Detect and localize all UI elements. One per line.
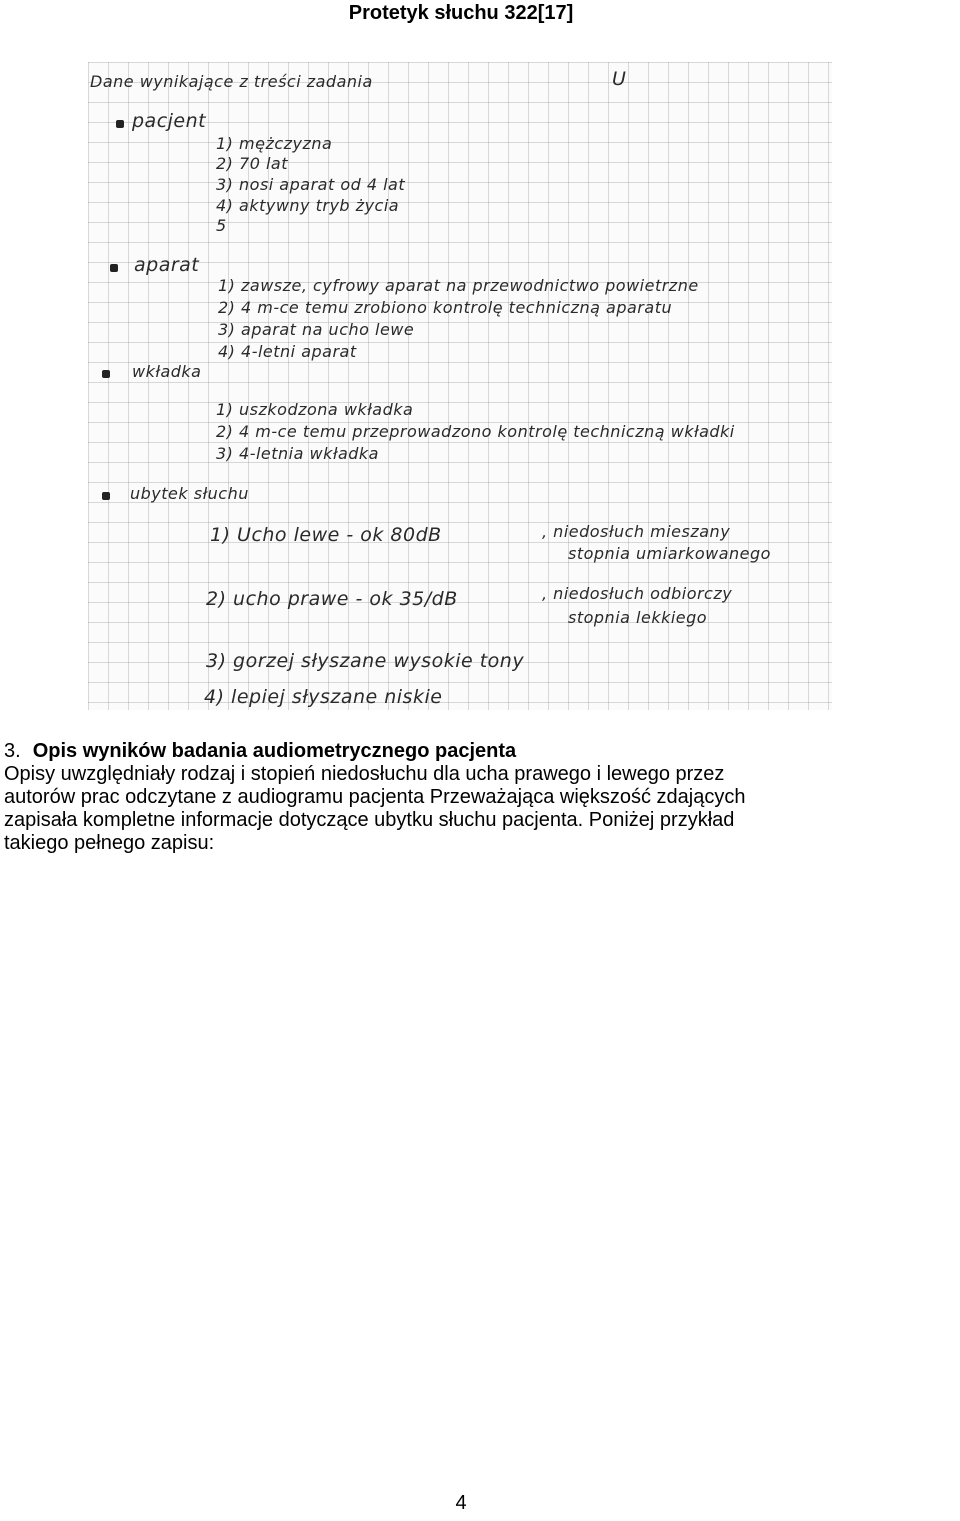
bullet-icon <box>102 492 110 500</box>
handwritten-notes-scan <box>88 62 832 710</box>
notes-mark: U <box>612 68 627 90</box>
device-item: 1) zawsze, cyfrowy aparat na przewodnictwo powietrzne <box>218 276 699 295</box>
page-number: 4 <box>455 1492 467 1514</box>
device-item: 4) 4-letni aparat <box>218 342 357 361</box>
hearing-loss-item: 2) ucho prawe - ok 35/dB <box>206 588 458 610</box>
earmold-item: 2) 4 m-ce temu przeprowadzono kontrolę techniczną wkładki <box>216 422 735 441</box>
earmold-item: 1) uszkodzona wkładka <box>216 400 414 419</box>
hearing-loss-label: ubytek słuchu <box>130 484 249 503</box>
hearing-loss-item-detail: , niedosłuch odbiorczy <box>542 584 733 603</box>
section-audiometry <box>4 740 956 855</box>
patient-item: 4) aktywny tryb życia <box>216 196 400 215</box>
section-title <box>4 740 956 763</box>
section-title-text: Opis wyników badania audiometrycznego pacjenta <box>32 740 517 762</box>
patient-item: 3) nosi aparat od 4 lat <box>216 175 406 194</box>
bullet-icon <box>116 120 124 128</box>
paragraph-line: zapisała kompletne informacje dotyczące ubytku słuchu pacjenta. Poniżej przykład <box>4 809 735 831</box>
paragraph-line: takiego pełnego zapisu: <box>4 832 215 854</box>
section-number: 3. <box>4 740 21 762</box>
page-header-title: Protetyk słuchu 322[17] <box>348 2 574 24</box>
paragraph-line: autorów prac odczytane z audiogramu pacjenta Przeważająca większość zdających <box>4 786 746 808</box>
earmold-item: 3) 4-letnia wkładka <box>216 444 379 463</box>
hearing-loss-item: 3) gorzej słyszane wysokie tony <box>206 650 525 672</box>
bullet-icon <box>110 264 118 272</box>
hearing-loss-item: 1) Ucho lewe - ok 80dB <box>210 524 442 546</box>
device-item: 3) aparat na ucho lewe <box>218 320 415 339</box>
paragraph-line: Opisy uwzględniały rodzaj i stopień niedosłuchu dla ucha prawego i lewego przez <box>4 763 725 785</box>
device-item: 2) 4 m-ce temu zrobiono kontrolę techniczną aparatu <box>218 298 673 317</box>
patient-item: 1) mężczyzna <box>216 134 333 153</box>
bullet-icon <box>102 370 110 378</box>
patient-item: 5 <box>216 216 227 235</box>
patient-item: 2) 70 lat <box>216 154 288 173</box>
hearing-loss-item-detail: stopnia lekkiego <box>568 608 708 627</box>
notes-heading: Dane wynikające z treści zadania <box>90 72 373 91</box>
hearing-loss-item-detail: stopnia umiarkowanego <box>568 544 771 563</box>
hearing-loss-item: 4) lepiej słyszane niskie <box>204 686 443 708</box>
patient-label: pacjent <box>132 110 207 132</box>
hearing-loss-item-detail: , niedosłuch mieszany <box>542 522 731 541</box>
device-label: aparat <box>134 254 200 276</box>
earmold-label: wkładka <box>132 362 202 381</box>
